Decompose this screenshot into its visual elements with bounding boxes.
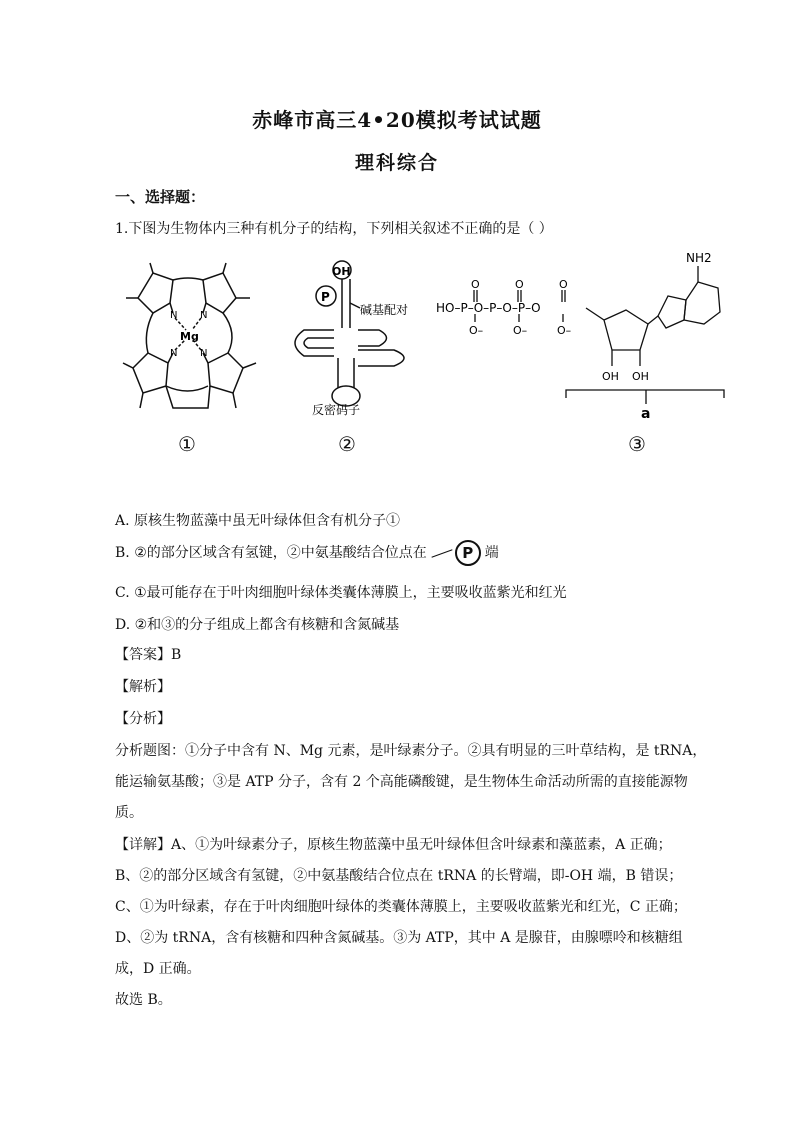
- option-c: C. ①最可能存在于叶肉细胞叶绿体类囊体薄膜上，主要吸收蓝紫光和红光: [115, 585, 567, 601]
- o-label: O: [471, 278, 480, 291]
- n-label: N: [200, 348, 208, 359]
- chlorophyll-figure: [118, 258, 268, 418]
- n-label: N: [170, 348, 178, 359]
- p-label: P: [321, 290, 330, 304]
- oh-top-label: OH: [332, 265, 351, 278]
- trna-figure: [284, 258, 434, 418]
- o-minus-label: O–: [557, 324, 572, 337]
- p-badge-icon: P: [455, 540, 481, 566]
- bracket-a-label: a: [641, 406, 651, 422]
- base-pair-label: 碱基配对: [360, 303, 409, 317]
- detail-line-5: 成，D 正确。: [115, 961, 201, 977]
- nh2-label: NH2: [686, 251, 712, 265]
- detail-line-2: B、②的部分区域含有氢键，②中氨基酸结合位点在 tRNA 的长臂端，即-OH 端，B 错误；: [115, 868, 683, 884]
- caption-1: ①: [178, 432, 196, 456]
- phosphate-chain-label: HO–P–O–P–O–P–O: [436, 301, 541, 315]
- detail-line-4: D、②为 tRNA，含有核糖和四种含氮碱基。③为 ATP，其中 A 是腺苷，由腺嘌呤和核糖组: [115, 930, 683, 946]
- anticodon-label: 反密码子: [312, 403, 361, 417]
- n-label: N: [200, 310, 208, 321]
- detail-line-3: C、①为叶绿素，存在于叶肉细胞叶绿体的类囊体薄膜上，主要吸收蓝紫光和红光，C 正确；: [115, 899, 687, 915]
- o-label: O: [515, 278, 524, 291]
- page-subtitle: 理科综合: [354, 152, 439, 174]
- conclusion: 故选 B。: [115, 992, 172, 1008]
- atp-figure: [436, 224, 732, 434]
- o-label: O: [559, 278, 568, 291]
- option-a: A. 原核生物蓝藻中虽无叶绿体但含有机分子①: [115, 513, 401, 529]
- caption-2: ②: [338, 432, 356, 456]
- caption-3: ③: [628, 432, 646, 456]
- analysis-line-1: 分析题图：①分子中含有 N、Mg 元素，是叶绿素分子。②具有明显的三叶草结构，是 tRNA，: [115, 743, 707, 759]
- option-b-prefix: B. ②的部分区域含有氢键，②中氨基酸结合位点在: [115, 545, 427, 561]
- ribose-oh-left-label: OH: [602, 370, 619, 383]
- p-tail-line: [431, 549, 452, 557]
- option-b: [115, 540, 499, 566]
- mg-label: Mg: [180, 330, 199, 343]
- page-title: 赤峰市高三4•20模拟考试试题: [252, 108, 542, 132]
- n-label: N: [170, 310, 178, 321]
- analysis-line-2: 能运输氨基酸；③是 ATP 分子，含有 2 个高能磷酸键，是生物体生命活动所需的直接能源物: [115, 774, 688, 790]
- o-minus-label: O–: [469, 324, 484, 337]
- option-b-suffix: 端: [484, 545, 499, 561]
- question-stem: 1.下图为生物体内三种有机分子的结构，下列相关叙述不正确的是（ ）: [115, 221, 553, 237]
- analysis-sub-heading: 【分析】: [115, 711, 171, 727]
- option-d: D. ②和③的分子组成上都含有核糖和含氮碱基: [115, 617, 400, 633]
- section-heading: 一、选择题：: [115, 188, 206, 206]
- o-minus-label: O–: [513, 324, 528, 337]
- analysis-heading: 【解析】: [115, 679, 171, 695]
- analysis-line-3: 质。: [115, 805, 143, 821]
- detail-line-1: 【详解】A、①为叶绿素分子，原核生物蓝藻中虽无叶绿体但含叶绿素和藻蓝素，A 正确；: [115, 837, 672, 853]
- ribose-oh-right-label: OH: [632, 370, 649, 383]
- answer: 【答案】B: [115, 647, 182, 663]
